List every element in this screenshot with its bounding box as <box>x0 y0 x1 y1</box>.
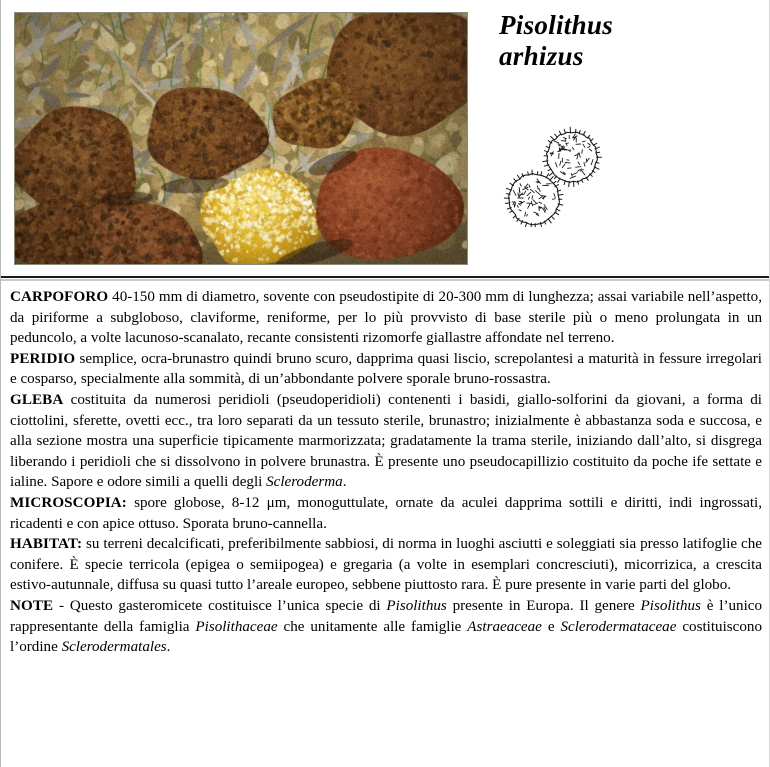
divider-line-light <box>1 279 769 281</box>
taxon-name: Pisolithus <box>386 597 447 614</box>
description-body <box>10 287 762 658</box>
header-divider-rule <box>1 276 769 281</box>
section-microscopia: MICROSCOPIA: spore globose, 8-12 μm, monoguttulate, ornate da aculei dapprima sottili e diritti, indi ingrossati, ricadenti e con apice ottuso. Sporata bruno-cannella. <box>10 494 762 532</box>
photograph-canvas <box>15 13 468 265</box>
header-region <box>1 0 769 277</box>
section-habitat: HABITAT: su terreni decalcificati, preferibilmente sabbiosi, di norma in luoghi asciutti e soleggiati sia presso latifoglie che conifere. È specie terricola (epigea o semiipogea) e gregaria (a volte in esemplari concresciuti), micorrizica, a crescita estivo-autunnale, diffusa su quasi tutto l’areale europeo, sebbene piuttosto rara. È pure presente in varie parti del globo. <box>10 536 762 594</box>
taxon-name: Sclerodermataceae <box>560 618 677 635</box>
spore-illustration-icon <box>501 112 616 227</box>
section-carpoforo: CARPOFORO 40-150 mm di diametro, sovente con pseudostipite di 20-300 mm di lunghezza; assai variabile nell’aspetto, da piriforme a subgloboso, claviforme, reniforme, per lo più provvisto di base sterile più o meno prolungata in un peduncolo, a volte lacunoso-scanalato, recante consistenti rizomorfe giallastre affondate nel terreno. <box>10 289 762 347</box>
section-note: NOTE - Questo gasteromicete costituisce l’unica specie di Pisolithus presente in Europa. Il genere Pisolithus è l’unico rappresentante della famiglia Pisolithaceae che unitamente alle famiglie Astraeaceae e Sclerodermataceae costituiscono l’ordine Sclerodermatales. <box>10 597 763 656</box>
specimen-photograph <box>14 12 468 265</box>
section-heading-note: NOTE <box>10 597 54 614</box>
taxon-name: Sclerodermatales <box>61 639 167 656</box>
section-heading-microscopia: MICROSCOPIA: <box>10 494 127 511</box>
taxon-name: Pisolithaceae <box>195 618 278 635</box>
divider-line-dark <box>1 276 769 278</box>
section-peridio: PERIDIO semplice, ocra-brunastro quindi bruno scuro, dapprima quasi liscio, screpolantesi a maturità in fessure irregolari e cosparso, specialmente alla sommità, di un’abbondante polvere sporale bruno-rossastra. <box>10 350 762 388</box>
taxon-name: Pisolithus <box>640 597 701 614</box>
section-gleba: GLEBA costituita da numerosi peridioli (pseudoperidioli) contenenti i basidi, giallo-solforini da giovani, a forma di ciottolini, sferette, ovetti ecc., tra loro separati da un tessuto sterile, brunastro; inizialmente è abbastanza soda e succosa, e alla sezione mostra una superficie tipicamente marmorizzata; gradatamente la trama sterile, iniziando dall’alto, si disgrega liberando i peridioli che si dissolvono in polvere brunastra. È presente uno pseudocapillizio costituito da poche ife settate e ialine. Sapore e odore simili a quelli degli Scleroderma. <box>10 391 762 491</box>
section-heading-habitat: HABITAT: <box>10 536 83 553</box>
taxon-name: Astraeaceae <box>467 618 542 635</box>
section-heading-carpoforo: CARPOFORO <box>10 289 109 305</box>
taxon-name: Scleroderma <box>266 474 343 491</box>
page-title <box>499 10 761 72</box>
title-genus: Pisolithus <box>499 10 614 40</box>
title-species: arhizus <box>499 41 584 71</box>
section-heading-peridio: PERIDIO <box>10 350 76 367</box>
section-heading-gleba: GLEBA <box>10 391 64 408</box>
